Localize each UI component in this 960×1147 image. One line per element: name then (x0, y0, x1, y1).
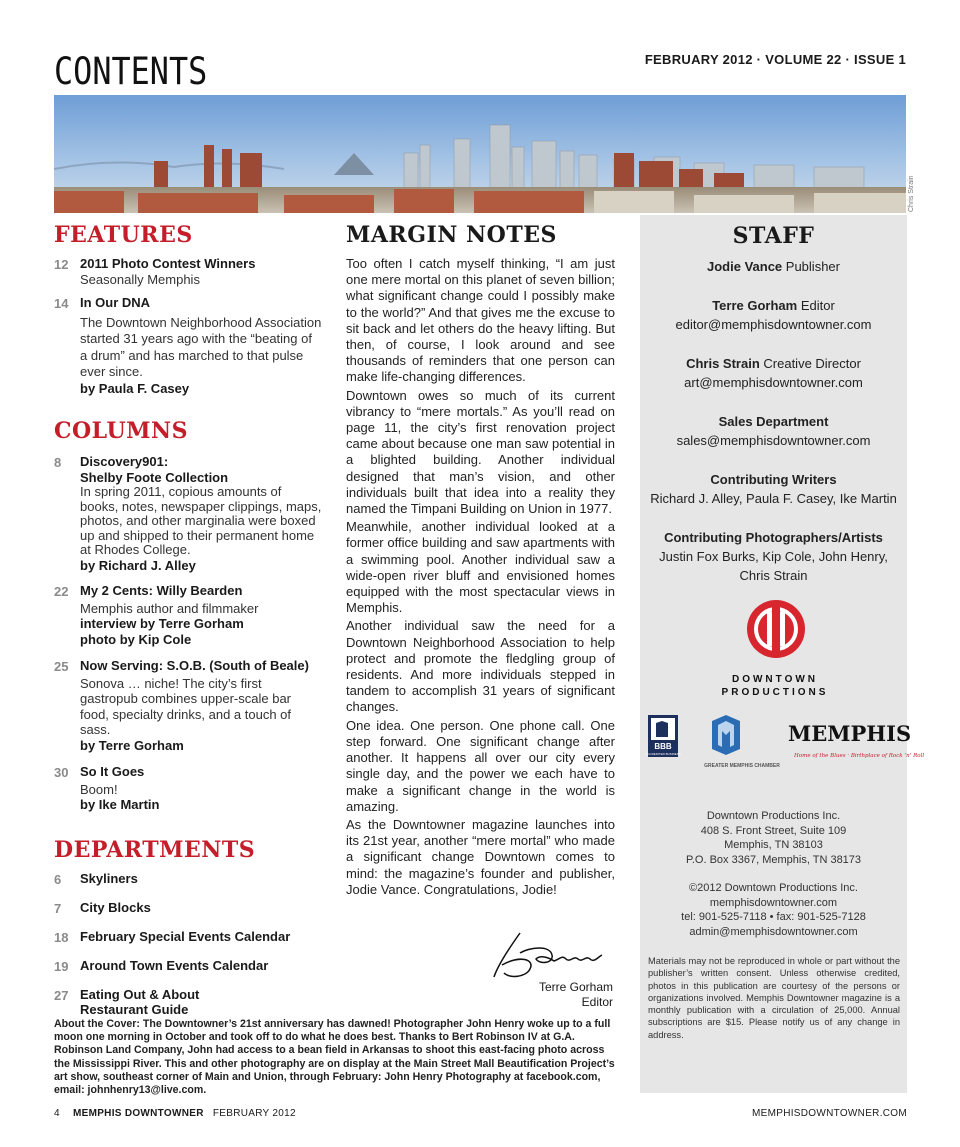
memphis-logo-icon (788, 721, 924, 759)
editor-letter (346, 256, 615, 898)
footer-website[interactable]: MEMPHISDOWNTOWNER.COM (752, 1108, 907, 1119)
contributing-photographers (640, 528, 907, 585)
page-number: 19 (54, 958, 69, 974)
list-item[interactable] (54, 929, 322, 946)
staff-email[interactable]: editor@memphisdowntowner.com (675, 317, 872, 332)
staff-heading: STAFF (732, 223, 815, 249)
entry-title: So It Goes (80, 764, 145, 780)
entry-title: Around Town Events Calendar (80, 957, 269, 973)
columns-heading: COLUMNS (54, 418, 188, 444)
entry-title: In Our DNA (80, 295, 151, 310)
staff-member (640, 354, 907, 392)
entry-byline: by Terre Gorham (80, 737, 184, 753)
editor-signature (490, 925, 610, 985)
signature-caption (539, 980, 613, 1010)
entry-desc: Sonova … niche! The city’s first gastropub combines upper-scale bar food, specialty drinks, and a touch of sass. (80, 675, 292, 738)
paragraph: Too often I catch myself thinking, “I am just one mere mortal on this planet of seven billion; what significant change could I possibly make to the world?” And that gives me the excuse to sit back and let others do the heavy lifting. But then, of course, I look around and see thousands of reminders that one person can make life-changing differences. (346, 256, 615, 385)
footer-date: FEBRUARY 2012 (212, 1108, 296, 1119)
list-item[interactable] (54, 295, 322, 396)
photographers-list: Justin Fox Burks, Kip Cole, John Henry, Chris Strain (659, 549, 888, 583)
publisher-address: Downtown Productions Inc. 408 S. Front Street, Suite 109 Memphis, TN 38103 P.O. Box 3367, Memphis, TN 38173 ©2012 Downtown Productions Inc. memphisdowntowner.com tel: 901-525-7118 • fax: 901-525-7128 admin@memphisdowntowner.com (640, 809, 907, 939)
margin-notes-heading: MARGIN NOTES (346, 222, 557, 248)
page-number: 30 (54, 765, 69, 781)
entry-byline: by Ike Martin (80, 797, 160, 813)
partner-logos (645, 713, 925, 773)
about-the-cover (54, 1018, 616, 1097)
staff-role: Creative Director (763, 356, 861, 371)
staff-member (640, 296, 907, 334)
paragraph: Meanwhile, another individual looked at a former office building and saw apartments with a swimming pool. Another individual saw a wide-open river bluff and envisioned homes equipped with the most spectacular views in Memphis. (346, 519, 615, 616)
legal-notice: Materials may not be reproduced in whole or part without the publisher’s written consent. Unless otherwise credited, photos in this publication are courtesy of the persons or organizations involved. Memphis Downtowner magazine is a monthly publication with a circulation of 25,000. Annual subscriptions are $15. Please notify us of any change in address. (648, 956, 900, 1040)
entry-title: 2011 Photo Contest Winners (80, 256, 256, 271)
memphis-text: MEMPHIS (788, 721, 912, 746)
list-item[interactable] (54, 454, 322, 573)
footer-magazine-name: MEMPHIS DOWNTOWNER (72, 1108, 204, 1119)
staff-role: Editor (800, 298, 835, 313)
staff-email[interactable]: art@memphisdowntowner.com (684, 375, 863, 390)
paragraph: Downtown owes so much of its current vibrancy to “mere mortals.” As you’ll read on page 11, the city’s first renovation project came about because one man saw potential in a blighted building. Another individual designed that man’s vision, and other individuals built that idea into a reality they named the Timpani Building on Union in 1977. (346, 387, 615, 517)
staff-email[interactable]: sales@memphisdowntowner.com (676, 433, 871, 448)
cover-skyline-photo (54, 95, 906, 213)
contributing-writers (640, 470, 907, 508)
memphis-tagline: Home of the Blues · Birthplace of Rock ’n’ Roll (794, 753, 925, 759)
bbb-sub-text: ACCREDITED BUSINESS (645, 752, 681, 756)
staff-name: Chris Strain (686, 356, 760, 371)
list-item[interactable] (54, 958, 322, 975)
greater-memphis-chamber-logo-icon (704, 715, 780, 769)
departments-heading: DEPARTMENTS (54, 836, 256, 863)
entry-desc: Seasonally Memphis (80, 271, 200, 287)
entry-byline: by Richard J. Alley (80, 557, 196, 573)
entry-title: Now Serving: S.O.B. (South of Beale) (80, 658, 309, 674)
staff-member (640, 412, 907, 450)
signature-name: Terre Gorham (538, 980, 613, 994)
entry-subtitle: Restaurant Guide (80, 1002, 189, 1018)
list-item[interactable] (54, 764, 322, 813)
page-number: 14 (54, 296, 69, 311)
staff-role: Publisher (785, 259, 840, 274)
entry-byline: by Paula F. Casey (80, 380, 190, 396)
entry-subtitle: Shelby Foote Collection (80, 469, 229, 485)
page-number: 18 (54, 929, 69, 945)
staff-name: Terre Gorham (712, 298, 798, 313)
page-number: 7 (54, 900, 62, 916)
signature-role: Editor (581, 995, 613, 1009)
website-link[interactable]: memphisdowntowner.com (709, 896, 838, 909)
page-number: 25 (54, 659, 69, 675)
staff-name: Jodie Vance (707, 259, 783, 274)
entry-desc: In spring 2011, copious amounts of books, notes, newspaper clippings, maps, photos, and other marginalia were boxed up and shipped to their permanent home at Rhodes College. (80, 484, 322, 558)
page-number: 22 (54, 584, 69, 600)
list-item[interactable] (54, 256, 322, 287)
page-title: CONTENTS (54, 50, 208, 93)
cover-label: About the Cover: (54, 1018, 140, 1030)
paragraph: As the Downtowner magazine launches into its 21st year, another “mere mortal” who made a significant change Downtown comes to mind: the magazine’s founder and publisher, Jodie Vance. Congratulations, Jodie! (346, 816, 615, 897)
staff-name: Sales Department (718, 414, 829, 429)
chamber-text: GREATER MEMPHIS CHAMBER (704, 763, 780, 769)
page-number: 6 (54, 871, 62, 887)
contents-column (54, 222, 322, 1018)
entry-desc: Boom! (80, 781, 118, 797)
entry-byline: interview by Terre Gorham (80, 616, 244, 632)
entry-desc: The Downtown Neighborhood Association started 31 years ago with the “beating of a drum” and has marched to that pulse ever since. (80, 314, 322, 379)
page-number: 27 (54, 987, 69, 1003)
footer-left (54, 1108, 296, 1119)
list-item[interactable] (54, 900, 322, 917)
list-item[interactable] (54, 583, 322, 647)
downtown-productions-logo-icon (745, 598, 807, 660)
staff-panel (640, 215, 925, 1093)
bbb-logo-icon (645, 715, 681, 757)
list-item[interactable] (54, 987, 322, 1018)
margin-notes-column (346, 222, 615, 900)
entry-title: City Blocks (80, 899, 151, 915)
cover-text: The Downtowner’s 21st anniversary has dawned! Photographer John Henry woke up to a full moon one morning in October and took off to do what he does best. Thanks to Bert Robinson IV at G.A. Robinson Land Company, John had access to a bean field in Arkansas to shoot this east-facing photo across the Mississippi River. This and other photography are on display at the Main Street Mall Beautification Project’s art show, southeast corner of Main and Union, through February: John Henry Photography at facebook.com, email: johnhenry13@live.com. (54, 1018, 615, 1097)
entry-title: Skyliners (80, 870, 138, 886)
staff-member (640, 257, 907, 276)
writers-list: Richard J. Alley, Paula F. Casey, Ike Martin (650, 491, 897, 506)
page-number: 12 (54, 257, 69, 272)
entry-title: Eating Out & About (80, 986, 200, 1002)
downtown-productions-wordmark: DOWNTOWN PRODUCTIONS (721, 674, 829, 698)
paragraph: Another individual saw the need for a Downtown Neighborhood Association to help protect and promote the fledgling group of residents. And more individuals stepped in tandem to accomplish 31 years of significant changes. (346, 618, 615, 715)
writers-label: Contributing Writers (710, 472, 837, 487)
photo-credit: Chris Strain (908, 175, 915, 212)
list-item[interactable] (54, 871, 322, 888)
page-number: 8 (54, 455, 62, 470)
features-heading: FEATURES (54, 222, 193, 248)
issue-line: FEBRUARY 2012 · VOLUME 22 · ISSUE 1 (644, 52, 906, 67)
entry-title: My 2 Cents: Willy Bearden (80, 583, 243, 599)
entry-title: Discovery901: (80, 454, 169, 469)
bbb-text: BBB (654, 742, 672, 751)
photographers-label: Contributing Photographers/Artists (664, 530, 883, 545)
list-item[interactable] (54, 658, 322, 753)
entry-title: February Special Events Calendar (80, 928, 291, 944)
paragraph: One idea. One person. One phone call. One step forward. One significant change after another. It happens all over our city every single day, and the power we each have to make a significant change in the world is amazing. (346, 717, 615, 814)
entry-photo-credit: photo by Kip Cole (80, 631, 192, 647)
admin-email[interactable]: admin@memphisdowntowner.com (689, 925, 858, 938)
footer-page-number: 4 (54, 1108, 60, 1119)
entry-desc: Memphis author and filmmaker (80, 600, 259, 616)
